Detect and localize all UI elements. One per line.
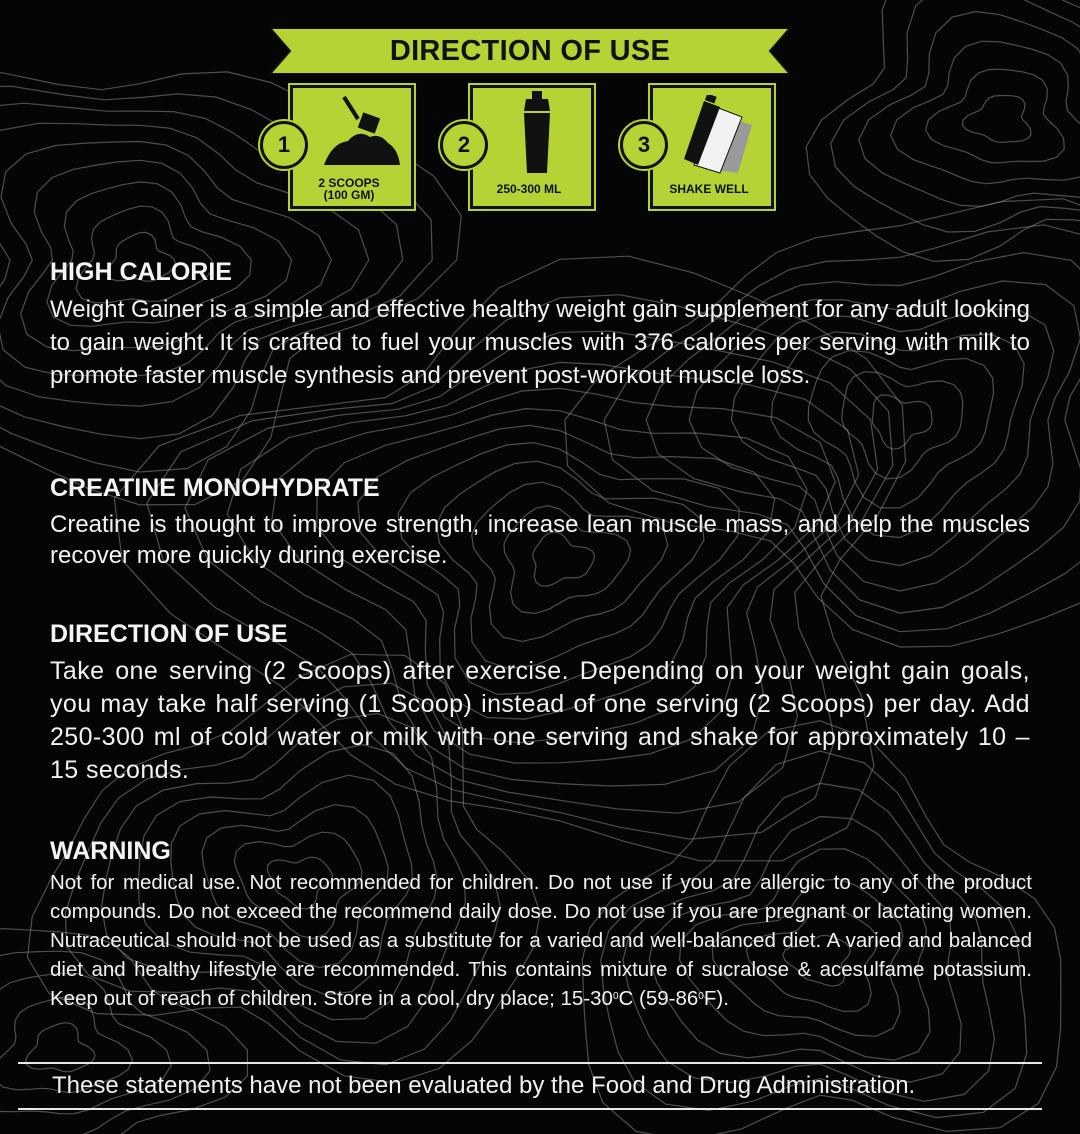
section-direction-of-use [50, 620, 1030, 787]
step-3-shake [637, 85, 774, 209]
shaking-bottle-icon [680, 95, 766, 175]
warning-text: Not for medical use. Not recommended for children. Do not use if you are allergic to any of the product compounds. Do not exceed the recommend daily dose. Do not use if you are pregnant or lactating women. Nutraceutical should not be used as a substitute for a varied and well-balanced diet. A varied and balanced diet and healthy lifestyle are recommended. This contains mixture of sucralose & acesulfame potassium. Keep out of reach of children. Store in a cool, dry place; 15-30 [50, 871, 1032, 1010]
divider-top [18, 1062, 1042, 1064]
step-3-number: 3 [620, 121, 668, 169]
contour-line [806, 0, 1080, 261]
degree-mark-f: 0 [698, 991, 704, 1002]
degree-mark-c: 0 [612, 991, 619, 1002]
heading-high-calorie: HIGH CALORIE [50, 258, 232, 286]
step-1-caption-sub: (100 GM) [323, 188, 375, 202]
scoop-powder-icon [318, 93, 402, 173]
warning-temp-c: C (59-86 [618, 987, 699, 1010]
heading-warning: WARNING [50, 837, 171, 865]
direction-banner [270, 28, 790, 74]
contour-line [831, 0, 1080, 232]
paragraph-high-calorie: Weight Gainer is a simple and effective healthy weight gain supplement for any adult looking to gain weight. It is crafted to fuel your muscles with 376 calories per serving with milk to promote faster muscle synthesis and prevent post-workout muscle loss. [50, 296, 1030, 389]
step-3-caption: SHAKE WELL [669, 182, 749, 196]
divider-bottom [18, 1108, 1042, 1110]
step-1-scoops [277, 85, 414, 209]
section-high-calorie [50, 258, 1030, 392]
contour-line [926, 69, 1065, 163]
contour-line [891, 41, 1080, 184]
step-1-number: 1 [260, 121, 308, 169]
section-creatine [50, 474, 1030, 571]
contour-line [26, 1023, 95, 1072]
step-2-liquid [457, 85, 594, 209]
heading-direction-of-use: DIRECTION OF USE [50, 620, 288, 648]
section-warning [50, 837, 1032, 1013]
contour-line [962, 96, 1031, 143]
contour-line [859, 12, 1080, 207]
step-2-caption: 250-300 ML [496, 182, 562, 196]
banner-title: DIRECTION OF USE [389, 35, 671, 67]
step-1-caption: 2 SCOOPS [318, 176, 380, 190]
shaker-bottle-icon [520, 89, 560, 175]
heading-creatine: CREATINE MONOHYDRATE [50, 474, 380, 502]
fda-disclaimer: These statements have not been evaluated by the Food and Drug Administration. [52, 1072, 916, 1099]
paragraph-direction-of-use: Take one serving (2 Scoops) after exercise. Depending on your weight gain goals, you may take half serving (1 Scoop) instead of one serving (2 Scoops) per day. Add 250-300 ml of cold water or milk with one serving and shake for approximately 10 – 15 seconds. [50, 657, 1030, 784]
paragraph-warning [50, 868, 1032, 1013]
warning-temp-f: F). [703, 987, 729, 1010]
step-2-number: 2 [440, 121, 488, 169]
paragraph-creatine: Creatine is thought to improve strength, increase lean muscle mass, and help the muscles recover more quickly during exercise. [50, 511, 1030, 569]
